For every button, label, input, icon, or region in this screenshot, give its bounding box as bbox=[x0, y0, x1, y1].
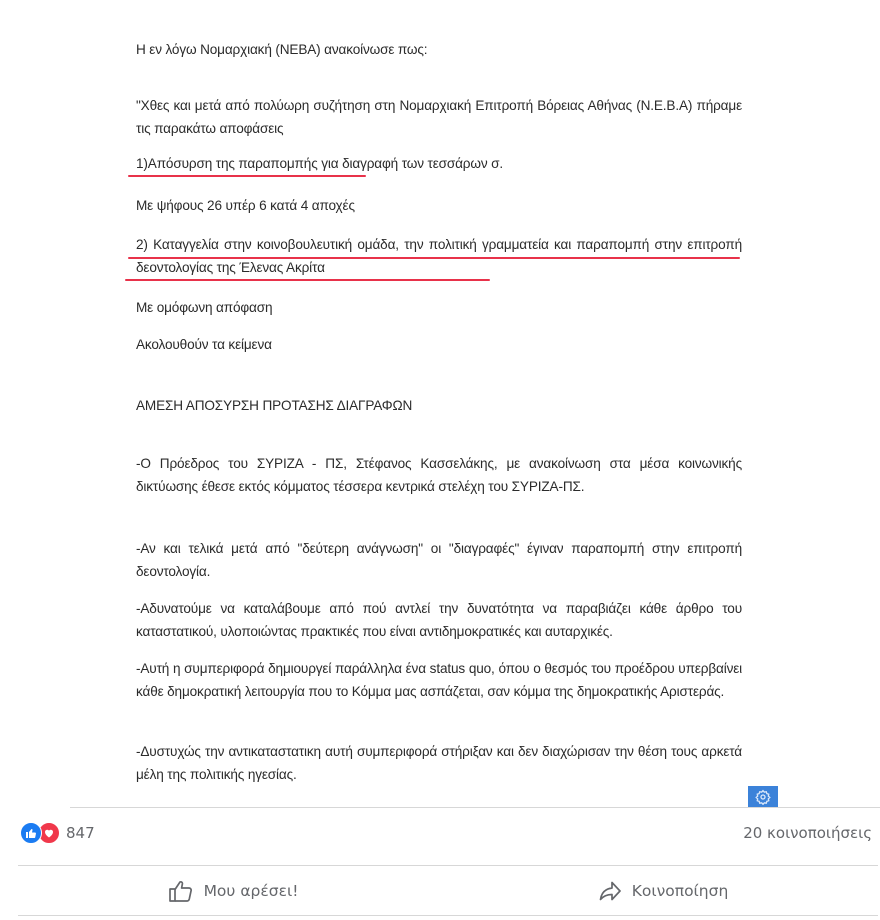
reactions-summary[interactable] bbox=[20, 822, 95, 844]
doc-heading: ΑΜΕΣΗ ΑΠΟΣΥΡΣΗ ΠΡΟΤΑΣΗΣ ΔΙΑΓΡΑΦΩΝ bbox=[136, 398, 413, 413]
gear-icon bbox=[755, 789, 771, 805]
doc-vote-2: Με ομόφωνη απόφαση bbox=[136, 300, 273, 315]
doc-para-5: -Δυστυχώς την αντικαταστατικη αυτή συμπεριφορά στήριξαν και δεν διαχώρισαν την θέση τους αρκετά μέλη της πολιτικής ηγεσίας. bbox=[136, 744, 742, 782]
actions-bottom-divider bbox=[18, 915, 878, 916]
doc-quote-start: "Χθες και μετά από πολύωρη συζήτηση στη Νομαρχιακή Επιτροπή Βόρειας Αθήνας (Ν.Ε.Β.Α) πήραμε τις παρακάτω αποφάσεις bbox=[136, 98, 742, 136]
share-button[interactable] bbox=[448, 866, 878, 915]
doc-decision-1: 1)Απόσυρση της παραπομπής για διαγραφή των τεσσάρων σ. bbox=[136, 156, 503, 171]
like-reaction-icon bbox=[20, 822, 42, 844]
highlight-underline-decision-2-line-1 bbox=[128, 257, 740, 259]
share-button-label: Κοινοποίηση bbox=[631, 881, 729, 900]
doc-para-2: -Αν και τελικά μετά από "δεύτερη ανάγνωση" οι "διαγραφές" έγιναν παραπομπή στην επιτροπή δεοντολογία. bbox=[136, 541, 742, 579]
thumbs-up-icon bbox=[168, 879, 194, 903]
shares-count[interactable]: 20 κοινοποιήσεις bbox=[743, 824, 872, 842]
share-arrow-icon bbox=[598, 880, 622, 902]
highlight-underline-decision-1 bbox=[128, 175, 366, 177]
doc-para-1: -Ο Πρόεδρος του ΣΥΡΙΖΑ - ΠΣ, Στέφανος Κασσελάκης, με ανακοίνωση στα μέσα κοινωνικής δικτύωσης έθεσε εκτός κόμματος τέσσερα κεντρικά στελέχη του ΣΥΡΙΖΑ-ΠΣ. bbox=[136, 456, 742, 494]
doc-para-3: -Αδυνατούμε να καταλάβουμε από πού αντλεί την δυνατότητα να παραβιάζει κάθε άρθρο του καταστατικού, υλοποιώντας πρακτικές που είναι αντιδημοκρατικές και αυταρχικές. bbox=[136, 601, 742, 639]
stats-row bbox=[0, 808, 880, 858]
doc-follows: Ακολουθούν τα κείμενα bbox=[136, 337, 272, 352]
settings-button[interactable] bbox=[748, 786, 778, 807]
doc-intro: Η εν λόγω Νομαρχιακή (ΝΕΒΑ) ανακοίνωσε πως: bbox=[136, 42, 428, 57]
doc-vote-1: Με ψήφους 26 υπέρ 6 κατά 4 αποχές bbox=[136, 198, 355, 213]
highlight-underline-decision-2-line-2 bbox=[125, 279, 490, 281]
doc-para-4: -Αυτή η συμπεριφορά δημιουργεί παράλληλα ένα status quo, όπου ο θεσμός του προέδρου υπερβαίνει κάθε δημοκρατική λειτουργία που το Κόμμα μας ασπάζεται, σαν κόμμα της δημοκρατικής Αριστεράς. bbox=[136, 661, 742, 699]
action-bar bbox=[18, 866, 878, 915]
doc-decision-2: 2) Καταγγελία στην κοινοβουλευτική ομάδα, την πολιτική γραμματεία και παραπομπή στην επιτροπή δεοντολογίας της Έλενας Ακρίτα bbox=[136, 237, 742, 275]
like-button[interactable] bbox=[18, 866, 448, 915]
reaction-count: 847 bbox=[66, 824, 95, 842]
like-button-label: Μου αρέσει! bbox=[203, 881, 299, 900]
